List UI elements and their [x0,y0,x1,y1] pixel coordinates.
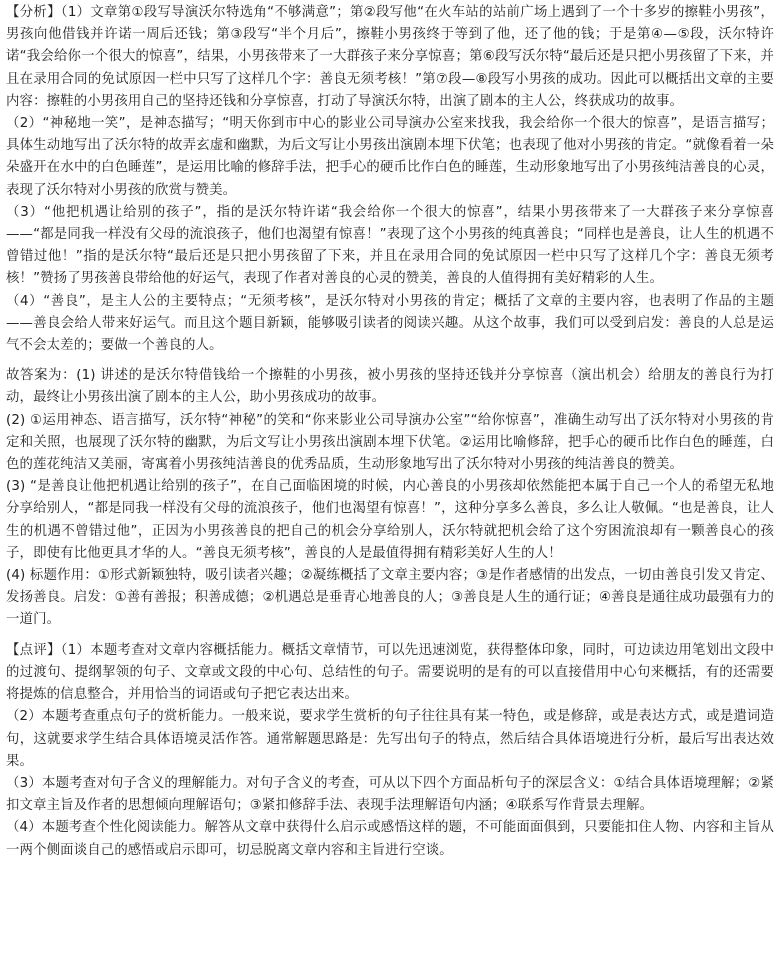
analysis-paragraph-4: （4）“善良”，是主人公的主要特点；“无须考核”，是沃尔特对小男孩的肯定；概括了文章的主要内容，也表明了作品的主题——善良会给人带来好运气。而且这个题目新颖，能够吸引读者的阅读兴趣。从这个故事，我们可以受到启发：善良的人总是运气不会太差的；要做一个善良的人。 [6,293,774,354]
answer-paragraph-3: (3) “是善良让他把机遇让给别的孩子”，在自己面临困境的时候，内心善良的小男孩却依然能把本属于自己一个人的希望无私地分享给别人，“都是同我一样没有父母的流浪孩子，他们也渴望有惊喜！”，这种分享多么善良，多么让人敬佩。“也是善良，让人生的机遇不曾错过他”，正因为小男孩善良的把自己的机会分享给别人，沃尔特就把机会给了这个穷困流浪却有一颗善良心的孩子，即使有比他更具才华的人。“善良无须考核”，善良的人是最值得拥有精彩美好人生的人！ [6,479,774,561]
analysis-paragraph-2: （2）“神秘地一笑”，是神态描写；“明天你到市中心的影业公司导演办公室来找我，我会给你一个很大的惊喜”，是语言描写；具体生动地写出了沃尔特的故弄玄虚和幽默，为后文写让小男孩出演剧本埋下伏笔；也表现了他对小男孩的肯定。“就像看着一朵朵盛开在水中的白色睡莲”，是运用比喻的修辞手法，把手心的硬币比作白色的睡莲，生动形象地写出了小男孩纯洁善良的心灵，表现了沃尔特对小男孩的欣赏与赞美。 [6,116,774,198]
analysis-section [6,2,774,357]
section-divider [6,632,774,640]
comment-section [6,640,774,862]
analysis-paragraph-1: 【分析】（1）文章第①段写导演沃尔特选角“不够满意”；第②段写他“在火车站的站前广场上遇到了一个十多岁的擦鞋小男孩”，男孩向他借钱并许诺一周后还钱；第③段写“半个月后”，擦鞋小男孩终于等到了他，还了他的钱；于是第④—⑤段，沃尔特许诺“我会给你一个很大的惊喜”，结果，小男孩带来了一大群孩子来分享惊喜；第⑥段写沃尔特“最后还是只把小男孩留了下来，并且在录用合同的免试原因一栏中只写了这样几个字：善良无须考核！”第⑦段—⑧段写小男孩的成功。因此可以概括出文章的主要内容：擦鞋的小男孩用自己的坚持还钱和分享惊喜，打动了导演沃尔特，出演了剧本的主人公，终获成功的故事。 [6,5,774,109]
answer-paragraph-4: (4) 标题作用：①形式新颖独特，吸引读者兴趣；②凝练概括了文章主要内容；③是作者感情的出发点，一切由善良引发又肯定、发扬善良。启发：①善有善报；积善成德；②机遇总是垂青心地善良的人；③善良是人生的通行证；④善良是通往成功最强有力的一道门。 [6,568,774,628]
comment-paragraph-4: （4）本题考查个性化阅读能力。解答从文章中获得什么启示或感悟这样的题，不可能面面俱到，只要能扣住人物、内容和主旨从一两个侧面谈自己的感悟或启示即可，切忌脱离文章内容和主旨进行空谈。 [6,820,774,858]
section-divider [6,357,774,365]
answer-section [6,365,774,631]
answer-paragraph-1: 故答案为：(1) 讲述的是沃尔特借钱给一个擦鞋的小男孩，被小男孩的坚持还钱并分享惊喜（演出机会）给朋友的善良行为打动，最终让小男孩出演了剧本的主人公，助小男孩成功的故事。 [6,368,774,406]
analysis-paragraph-3: （3）“他把机遇让给别的孩子”，指的是沃尔特许诺“我会给你一个很大的惊喜”，结果小男孩带来了一大群孩子来分享惊喜——“都是同我一样没有父母的流浪孩子，他们也渴望有惊喜！”表现了这个小男孩的纯真善良；“同样也是善良，让人生的机遇不曾错过他！”指的是沃尔特“最后还是只把小男孩留了下来，并且在录用合同的免试原因一栏中只写了这样几个字：善良无须考核！”赞扬了男孩善良带给他的好运气，表现了作者对善良的心灵的赞美，善良的人值得拥有美好精彩的人生。 [6,204,774,287]
comment-paragraph-1: 【点评】（1）本题考查对文章内容概括能力。概括文章情节，可以先迅速浏览，获得整体印象，同时，可边读边用笔划出文段中的过渡句、提纲挈领的句子、文章或文段的中心句、总结性的句子。需要说明的是有的可以直接借用中心句来概括，有的还需要将提炼的信息整合，并用恰当的词语或句子把它表达出来。 [6,642,774,703]
comment-paragraph-2: （2）本题考查重点句子的赏析能力。一般来说，要求学生赏析的句子往往具有某一特色，或是修辞，或是表达方式，或是遣词造句，这就要求学生结合具体语境灵活作答。通常解题思路是：先写出句子的特点，然后结合具体语境进行分析，最后写出表达效果。 [6,709,774,769]
comment-paragraph-3: （3）本题考查对句子含义的理解能力。对句子含义的考查，可从以下四个方面品析句子的深层含义：①结合具体语境理解；②紧扣文章主旨及作者的思想倾向理解语句；③紧扣修辞手法、表现手法理解语句内涵；④联系写作背景去理解。 [6,775,774,814]
answer-paragraph-2: (2) ①运用神态、语言描写，沃尔特“神秘”的笑和“你来影业公司导演办公室”“给你惊喜”，准确生动写出了沃尔特对小男孩的肯定和关照，也展现了沃尔特的幽默，为后文写让小男孩出演剧本埋下伏笔。②运用比喻修辞，把手心的硬币比作白色的睡莲，白色的莲花纯洁又美丽，寄寓着小男孩纯洁善良的优秀品质，生动形象地写出了沃尔特对小男孩的纯洁善良的赞美。 [6,412,774,473]
